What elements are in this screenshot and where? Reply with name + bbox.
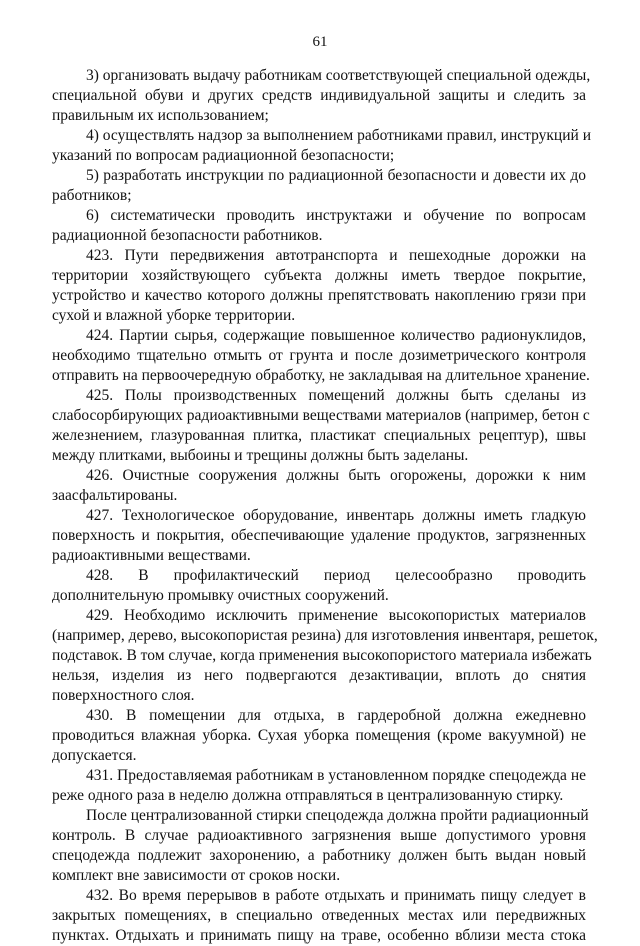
paragraph xyxy=(52,326,590,386)
paragraph xyxy=(52,66,591,126)
text-line: 3) организовать выдачу работникам соответствующей специальной одежды, xyxy=(86,67,591,84)
text-line: указаний по вопросам радиационной безопасности; xyxy=(52,147,395,164)
text-line: 4) осуществлять надзор за выполнением работниками правил, инструкций и xyxy=(86,127,591,144)
text-line: железнением, глазурованная плитка, пластикат специальных рецептур), швы xyxy=(52,427,586,444)
text-line: радиационной безопасности работников. xyxy=(52,227,323,244)
paragraph xyxy=(52,706,586,766)
text-line: проводиться влажная уборка. Сухая уборка помещения (кроме вакуумной) не xyxy=(52,727,586,744)
paragraph xyxy=(52,246,586,326)
page-number: 61 xyxy=(312,34,328,50)
text-line: между плитками, выбоины и трещины должны быть заделаны. xyxy=(52,447,469,464)
text-line: 427. Технологическое оборудование, инвентарь должны иметь гладкую xyxy=(86,507,586,524)
text-line: поверхностного слоя. xyxy=(52,687,195,704)
text-line: 423. Пути передвижения автотранспорта и пешеходные дорожки на xyxy=(86,247,586,264)
text-line: подставок. В том случае, когда применения высокопористого материала избежать xyxy=(52,647,592,664)
text-line: устройство и качество которого должны препятствовать накоплению грязи при xyxy=(52,287,586,304)
text-line: заасфальтированы. xyxy=(52,487,178,504)
text-line: 431. Предоставляемая работникам в установленном порядке спецодежда не xyxy=(86,767,586,784)
text-line: контроль. В случае радиоактивного загрязнения выше допустимого уровня xyxy=(52,827,586,844)
text-line: работников; xyxy=(52,187,132,204)
paragraph xyxy=(52,806,589,886)
text-line: сухой и влажной уборке территории. xyxy=(52,307,296,324)
paragraph xyxy=(52,386,590,466)
text-line: 426. Очистные сооружения должны быть огорожены, дорожки к ним xyxy=(86,467,586,484)
text-line: комплект вне зависимости от сроков носки. xyxy=(52,867,341,884)
text-line: поверхность и покрытия, обеспечивающие удаление продуктов, загрязненных xyxy=(52,527,586,544)
text-line: правильным их использованием; xyxy=(52,107,269,124)
text-line: допускается. xyxy=(52,747,137,764)
paragraph xyxy=(52,566,586,606)
text-line: реже одного раза в неделю должна отправляться в централизованную стирку. xyxy=(52,787,564,804)
text-line: После централизованной стирки спецодежда должна пройти радиационный xyxy=(86,807,589,824)
paragraph xyxy=(52,206,586,246)
text-line: 428. В профилактический период целесообразно проводить xyxy=(86,567,586,584)
text-line: 424. Партии сырья, содержащие повышенное количество радионуклидов, xyxy=(86,327,586,344)
text-line: 432. Во время перерывов в работе отдыхать и принимать пищу следует в xyxy=(86,887,586,904)
paragraph xyxy=(52,506,586,566)
paragraph xyxy=(52,466,586,506)
text-line: специальной обуви и других средств индивидуальной защиты и следить за xyxy=(52,87,586,104)
text-line: необходимо тщательно отмыть от грунта и после дозиметрического контроля xyxy=(52,347,586,364)
text-line: закрытых помещениях, в специально отведенных местах или передвижных xyxy=(52,907,586,924)
paragraph xyxy=(52,166,586,206)
text-line: 5) разработать инструкции по радиационной безопасности и довести их до xyxy=(86,167,586,184)
text-line: радиоактивными веществами. xyxy=(52,547,251,564)
paragraph xyxy=(52,766,586,806)
text-line: слабосорбирующих радиоактивными веществами материалов (например, бетон с xyxy=(52,407,590,424)
text-line: дополнительную промывку очистных сооружений. xyxy=(52,587,389,604)
text-line: 429. Необходимо исключить применение высокопористых материалов xyxy=(86,607,586,624)
text-line: 425. Полы производственных помещений должны быть сделаны из xyxy=(86,387,586,404)
paragraph xyxy=(52,126,591,166)
text-line: спецодежда подлежит захоронению, а работнику должен быть выдан новый xyxy=(52,847,586,864)
text-line: пунктах. Отдыхать и принимать пищу на траве, особенно вблизи места стока xyxy=(52,927,586,944)
text-line: отправить на первоочередную обработку, не закладывая на длительное хранение. xyxy=(52,367,590,384)
text-line: нельзя, изделия из него подвергаются дезактивации, вплоть до снятия xyxy=(52,667,586,684)
text-line: (например, дерево, высокопористая резина) для изготовления инвентаря, решеток, xyxy=(52,627,598,644)
text-line: территории хозяйствующего субъекта должны иметь твердое покрытие, xyxy=(52,267,586,284)
document-body xyxy=(52,66,598,946)
text-line: 430. В помещении для отдыха, в гардеробной должна ежедневно xyxy=(86,707,586,724)
paragraph xyxy=(52,606,598,706)
paragraph xyxy=(52,886,586,946)
text-line: 6) систематически проводить инструктажи и обучение по вопросам xyxy=(86,207,586,224)
